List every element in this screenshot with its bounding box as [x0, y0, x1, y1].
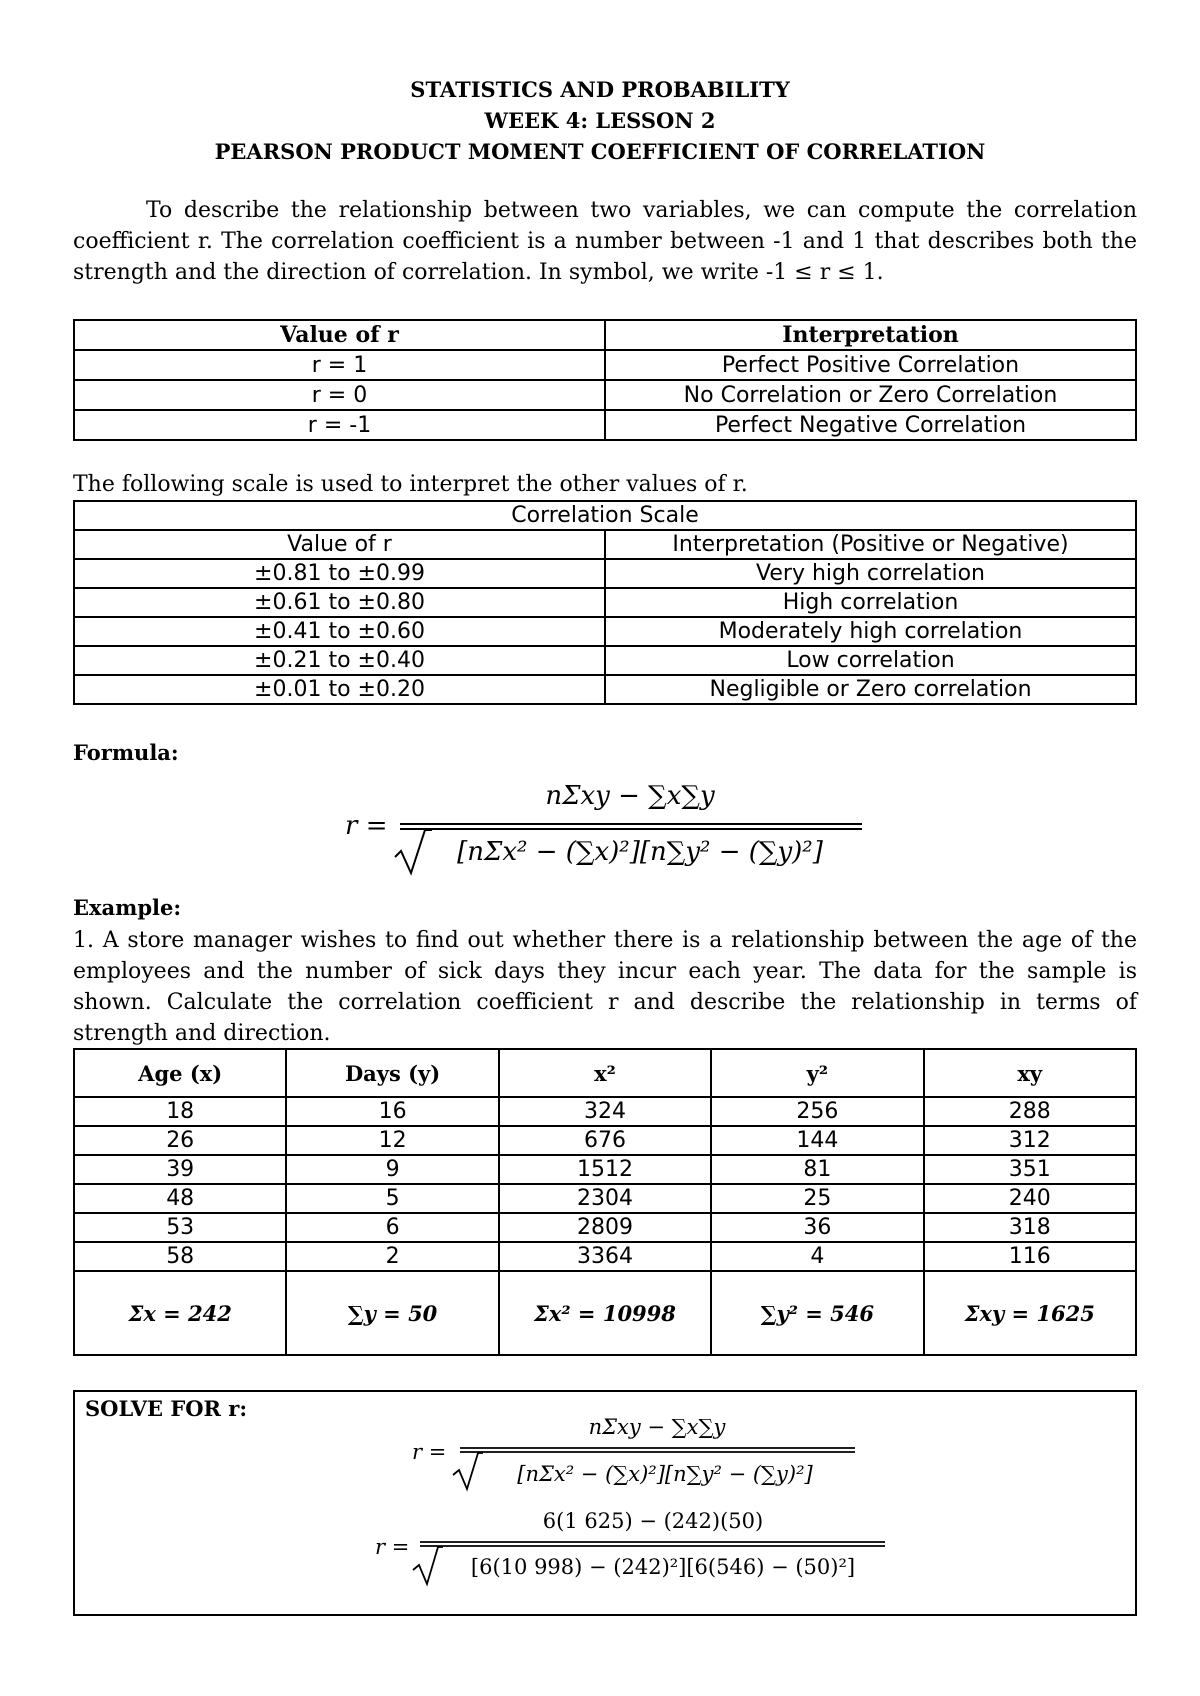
table-cell: 2809 — [499, 1213, 711, 1242]
table-cell: 312 — [924, 1126, 1136, 1155]
table-cell: 81 — [711, 1155, 923, 1184]
table-cell: 116 — [924, 1242, 1136, 1271]
interpretation-cell: Very high correlation — [605, 559, 1136, 588]
range-cell: ±0.01 to ±0.20 — [74, 675, 605, 704]
column-header: Interpretation (Positive or Negative) — [605, 530, 1136, 559]
step1-numerator: nΣxy − ∑x∑y — [588, 1415, 726, 1439]
formula-lhs: r = — [345, 811, 388, 841]
table-row — [74, 380, 1136, 410]
interpretation-cell: Negligible or Zero correlation — [605, 675, 1136, 704]
table-title: Correlation Scale — [74, 501, 1136, 530]
table-row — [74, 1213, 1136, 1242]
value-cell: r = 0 — [74, 380, 605, 410]
sum-cell: Σx² = 10998 — [499, 1271, 711, 1355]
step1-lhs: r = — [412, 1440, 447, 1464]
scale-note: The following scale is used to interpret the other values of r. — [73, 472, 748, 497]
table-cell: 2 — [286, 1242, 498, 1271]
table-row — [74, 588, 1136, 617]
interpretation-cell: High correlation — [605, 588, 1136, 617]
column-header: Days (y) — [286, 1049, 498, 1097]
table-cell: 676 — [499, 1126, 711, 1155]
table-cell: 48 — [74, 1184, 286, 1213]
table-cell: 16 — [286, 1097, 498, 1126]
table-header-row — [74, 320, 1136, 350]
table-row — [74, 1097, 1136, 1126]
radical-sign — [453, 1453, 483, 1489]
table-title-row — [74, 501, 1136, 530]
sum-cell: ∑y = 50 — [286, 1271, 498, 1355]
value-interpretation-table — [73, 319, 1137, 441]
table-row — [74, 1242, 1136, 1271]
data-table — [73, 1048, 1137, 1356]
table-cell: 4 — [711, 1242, 923, 1271]
sum-cell: Σxy = 1625 — [924, 1271, 1136, 1355]
interpretation-cell: Perfect Positive Correlation — [605, 350, 1136, 380]
table-row — [74, 1155, 1136, 1184]
column-header: Age (x) — [74, 1049, 286, 1097]
value-cell: r = -1 — [74, 410, 605, 440]
correlation-scale-table — [73, 500, 1137, 705]
problem-statement: 1. A store manager wishes to find out whether there is a relationship between the age of the employees and the number of sick days they incur each year. The data for the sample is shown. Calculate the correlation coefficient r and describe the relationship in terms of strength and direction. — [73, 928, 1137, 1046]
table-cell: 53 — [74, 1213, 286, 1242]
table-cell: 324 — [499, 1097, 711, 1126]
table-header-row — [74, 1049, 1136, 1097]
step1-denominator: [nΣx² − (∑x)²][n∑y² − (∑y)²] — [517, 1462, 813, 1486]
example-label: Example: — [73, 895, 182, 920]
table-cell: 6 — [286, 1213, 498, 1242]
column-header: Value of r — [74, 530, 605, 559]
interpretation-cell: Perfect Negative Correlation — [605, 410, 1136, 440]
intro-paragraph: To describe the relationship between two variables, we can compute the correlation coefficient r. The correlation coefficient is a number between -1 and 1 that describes both the strength and the direction of correlation. In symbol, we write -1 ≤ r ≤ 1. — [73, 198, 1137, 285]
step2-numerator: 6(1 625) − (242)(50) — [542, 1509, 764, 1533]
table-cell: 36 — [711, 1213, 923, 1242]
interpretation-cell: No Correlation or Zero Correlation — [605, 380, 1136, 410]
radical-sign — [395, 830, 432, 873]
radical-sign — [413, 1547, 443, 1584]
column-header: y² — [711, 1049, 923, 1097]
interpretation-cell: Low correlation — [605, 646, 1136, 675]
column-header: Value of r — [74, 320, 605, 350]
week-lesson-title: WEEK 4: LESSON 2 — [484, 108, 716, 133]
formula-numerator: nΣxy − ∑x∑y — [545, 781, 715, 811]
sum-cell: Σx = 242 — [74, 1271, 286, 1355]
table-cell: 256 — [711, 1097, 923, 1126]
sum-row — [74, 1271, 1136, 1355]
table-cell: 18 — [74, 1097, 286, 1126]
table-cell: 288 — [924, 1097, 1136, 1126]
formula-label: Formula: — [73, 740, 179, 765]
step2-denominator: [6(10 998) − (242)²][6(546) − (50)²] — [470, 1555, 856, 1579]
table-cell: 1512 — [499, 1155, 711, 1184]
table-cell: 318 — [924, 1213, 1136, 1242]
range-cell: ±0.81 to ±0.99 — [74, 559, 605, 588]
range-cell: ±0.21 to ±0.40 — [74, 646, 605, 675]
column-header: Interpretation — [605, 320, 1136, 350]
value-cell: r = 1 — [74, 350, 605, 380]
table-cell: 144 — [711, 1126, 923, 1155]
formula-denominator: [nΣx² − (∑x)²][n∑y² − (∑y)²] — [457, 837, 823, 867]
table-row — [74, 675, 1136, 704]
table-row — [74, 350, 1136, 380]
pearson-formula — [0, 768, 1200, 878]
table-row — [74, 617, 1136, 646]
table-cell: 2304 — [499, 1184, 711, 1213]
solve-label: SOLVE FOR r: — [85, 1396, 248, 1421]
interpretation-cell: Moderately high correlation — [605, 617, 1136, 646]
range-cell: ±0.61 to ±0.80 — [74, 588, 605, 617]
solve-steps — [75, 1392, 1135, 1614]
column-header: x² — [499, 1049, 711, 1097]
solve-box — [73, 1390, 1137, 1616]
table-row — [74, 410, 1136, 440]
table-row — [74, 1184, 1136, 1213]
table-cell: 58 — [74, 1242, 286, 1271]
subject-title: STATISTICS AND PROBABILITY — [410, 77, 790, 102]
range-cell: ±0.41 to ±0.60 — [74, 617, 605, 646]
table-cell: 3364 — [499, 1242, 711, 1271]
lesson-topic-title: PEARSON PRODUCT MOMENT COEFFICIENT OF CORRELATION — [214, 139, 986, 164]
step2-lhs: r = — [375, 1535, 410, 1559]
sum-cell: ∑y² = 546 — [711, 1271, 923, 1355]
table-cell: 25 — [711, 1184, 923, 1213]
table-row — [74, 559, 1136, 588]
table-cell: 5 — [286, 1184, 498, 1213]
table-cell: 240 — [924, 1184, 1136, 1213]
table-row — [74, 646, 1136, 675]
table-header-row — [74, 530, 1136, 559]
table-cell: 39 — [74, 1155, 286, 1184]
table-cell: 351 — [924, 1155, 1136, 1184]
table-row — [74, 1126, 1136, 1155]
table-cell: 9 — [286, 1155, 498, 1184]
page-header — [0, 74, 1200, 167]
table-cell: 26 — [74, 1126, 286, 1155]
column-header: xy — [924, 1049, 1136, 1097]
table-cell: 12 — [286, 1126, 498, 1155]
